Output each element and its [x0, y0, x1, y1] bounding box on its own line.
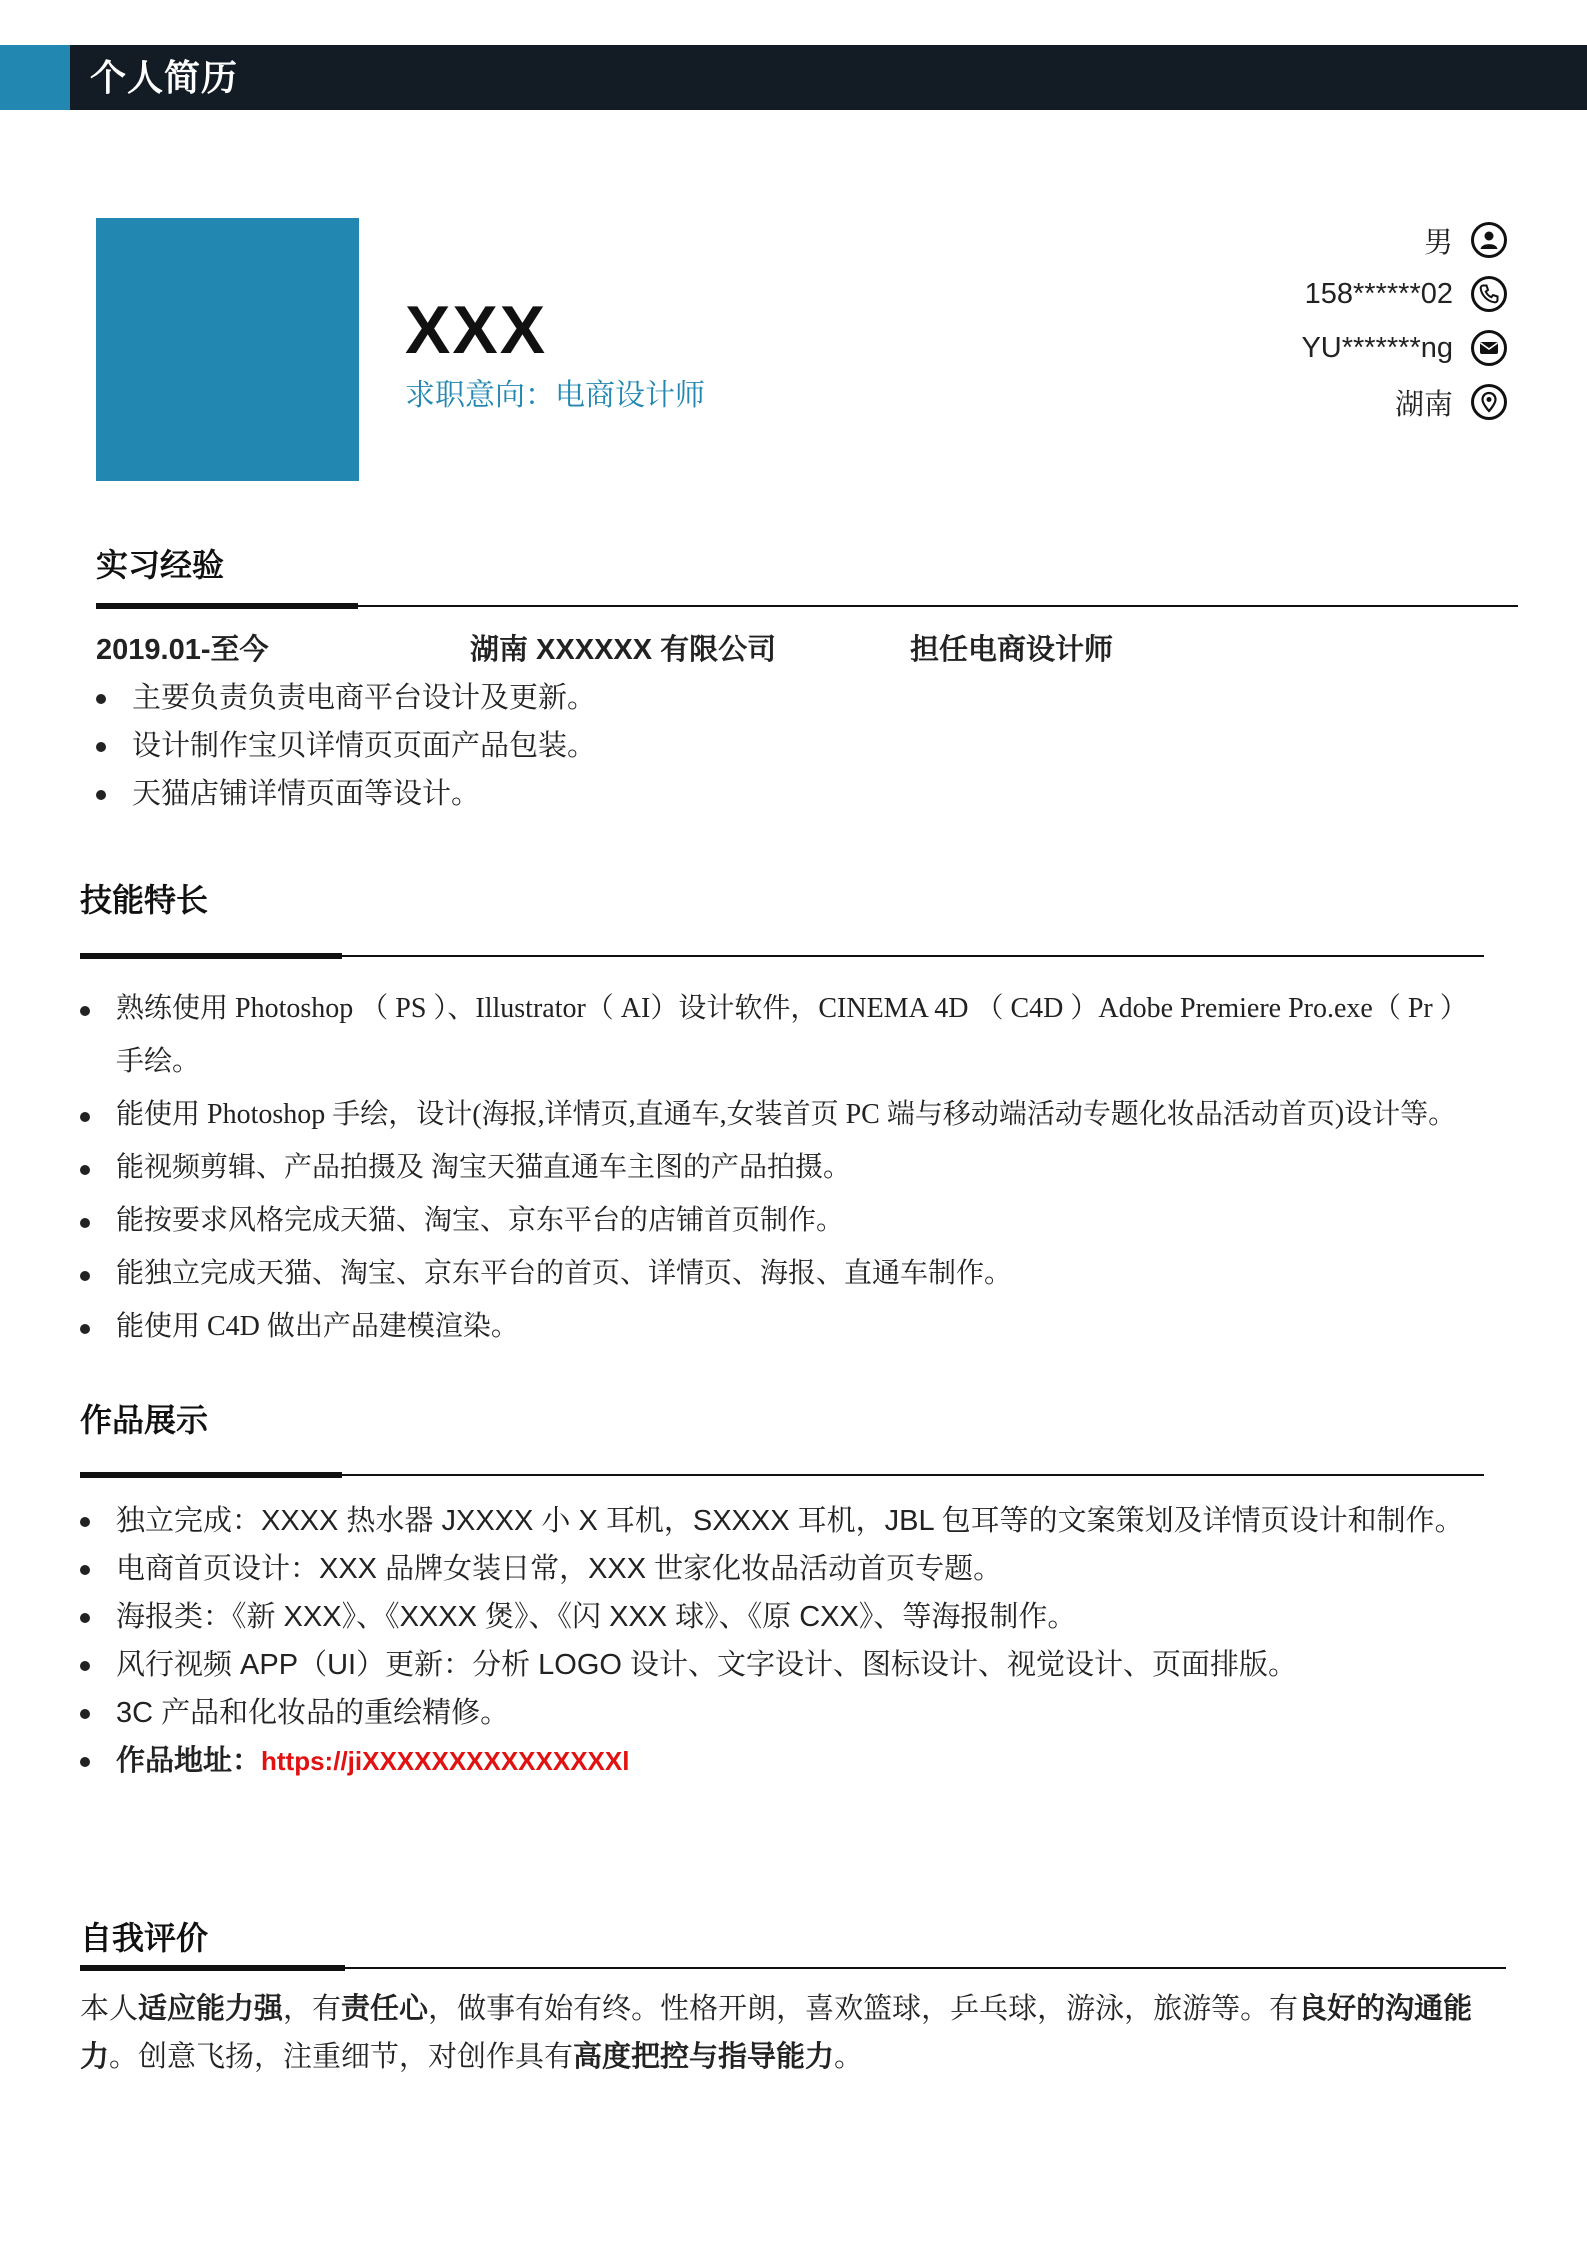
contact-gender: [1424, 218, 1507, 262]
job-intent: [405, 378, 705, 414]
works-list: [80, 1497, 1520, 1785]
portfolio-label: 作品地址：: [116, 1745, 262, 1777]
page-title: 个人简历: [90, 57, 239, 98]
internship-list: [96, 674, 1496, 818]
portfolio-link[interactable]: https://jiXXXXXXXXXXXXXXXl: [261, 1746, 630, 1776]
eval-highlight: 责任心: [341, 1993, 429, 2025]
list-item: 独立完成：XXXX 热水器 JXXXX 小 X 耳机，SXXXX 耳机，JBL 包耳等的文案策划及详情页设计和制作。: [80, 1497, 1520, 1545]
section-divider-accent: [80, 953, 342, 959]
skill-line: 熟练使用 Photoshop （ PS ）、Illustrator（ AI）设计软件，CINEMA 4D （ C4D ）Adobe Premiere Pro.exe（ Pr ）: [116, 993, 1468, 1024]
internship-company: 湖南 XXXXXX 有限公司: [470, 634, 777, 666]
list-item: [80, 982, 1500, 1088]
list-item: 能使用 C4D 做出产品建模渲染。: [80, 1300, 1500, 1353]
section-title-works: 作品展示: [80, 1402, 209, 1438]
skills-list: [80, 982, 1500, 1353]
job-intent-value: 电商设计师: [555, 379, 705, 412]
eval-text: 。: [834, 2041, 864, 2073]
list-item: 海报类：《新 XXX》、《XXXX 煲》、《闪 XXX 球》、《原 CXX》、等海报制作。: [80, 1593, 1520, 1641]
eval-highlight: 高度把控与指导能力: [573, 2041, 835, 2073]
contact-location: [1395, 380, 1507, 424]
self-evaluation: [80, 1985, 1508, 2081]
profile-photo: [96, 218, 359, 481]
section-divider-accent: [96, 603, 358, 609]
phone-icon: [1471, 276, 1507, 312]
person-icon: [1471, 222, 1507, 258]
contact-email: [1301, 326, 1507, 370]
internship-role: 担任电商设计师: [910, 634, 1114, 666]
contact-phone-text: 158******02: [1304, 277, 1453, 310]
skill-line-continued: 手绘。: [116, 1046, 201, 1077]
eval-highlight: 适应能力强: [138, 1993, 284, 2025]
mail-icon: [1471, 330, 1507, 366]
eval-text: 本人: [80, 1993, 139, 2025]
contact-phone: [1305, 272, 1507, 316]
list-item: 能按要求风格完成天猫、淘宝、京东平台的店铺首页制作。: [80, 1194, 1500, 1247]
candidate-name: XXX: [405, 292, 548, 368]
list-item: 能使用 Photoshop 手绘，设计(海报,详情页,直通车,女装首页 PC 端与移动端活动专题化妆品活动首页)设计等。: [80, 1088, 1500, 1141]
list-item: 主要负责负责电商平台设计及更新。: [96, 674, 1496, 722]
list-item: [80, 1737, 1520, 1785]
eval-text: ，有: [283, 1993, 342, 2025]
contact-gender-text: 男: [1423, 226, 1453, 259]
list-item: 天猫店铺详情页面等设计。: [96, 770, 1496, 818]
list-item: 风行视频 APP（UI）更新：分析 LOGO 设计、文字设计、图标设计、视觉设计、页面排版。: [80, 1641, 1520, 1689]
list-item: 设计制作宝贝详情页页面产品包装。: [96, 722, 1496, 770]
internship-date: 2019.01-至今: [96, 634, 269, 666]
list-item: 电商首页设计：XXX 品牌女装日常，XXX 世家化妆品活动首页专题。: [80, 1545, 1520, 1593]
eval-highlight: 良好的沟通能力: [80, 1993, 1473, 2073]
section-title-skills: 技能特长: [80, 882, 209, 918]
list-item: 能独立完成天猫、淘宝、京东平台的首页、详情页、海报、直通车制作。: [80, 1247, 1500, 1300]
header-accent: [0, 45, 70, 110]
list-item: 能视频剪辑、产品拍摄及 淘宝天猫直通车主图的产品拍摄。: [80, 1141, 1500, 1194]
contact-location-text: 湖南: [1394, 388, 1453, 421]
job-intent-label: 求职意向：: [405, 379, 555, 412]
location-icon: [1471, 384, 1507, 420]
section-divider-accent: [80, 1472, 342, 1478]
header-bar: [0, 45, 1587, 110]
section-divider-accent: [80, 1965, 345, 1971]
contact-email-text: YU*******ng: [1301, 331, 1453, 364]
eval-text: 。创意飞扬，注重细节，对创作具有: [109, 2041, 574, 2073]
section-title-evaluation: 自我评价: [80, 1920, 209, 1956]
eval-text: ，做事有始有终。性格开朗，喜欢篮球，乒乓球，游泳，旅游等。有: [428, 1993, 1299, 2025]
section-title-internship: 实习经验: [96, 547, 225, 583]
list-item: 3C 产品和化妆品的重绘精修。: [80, 1689, 1520, 1737]
